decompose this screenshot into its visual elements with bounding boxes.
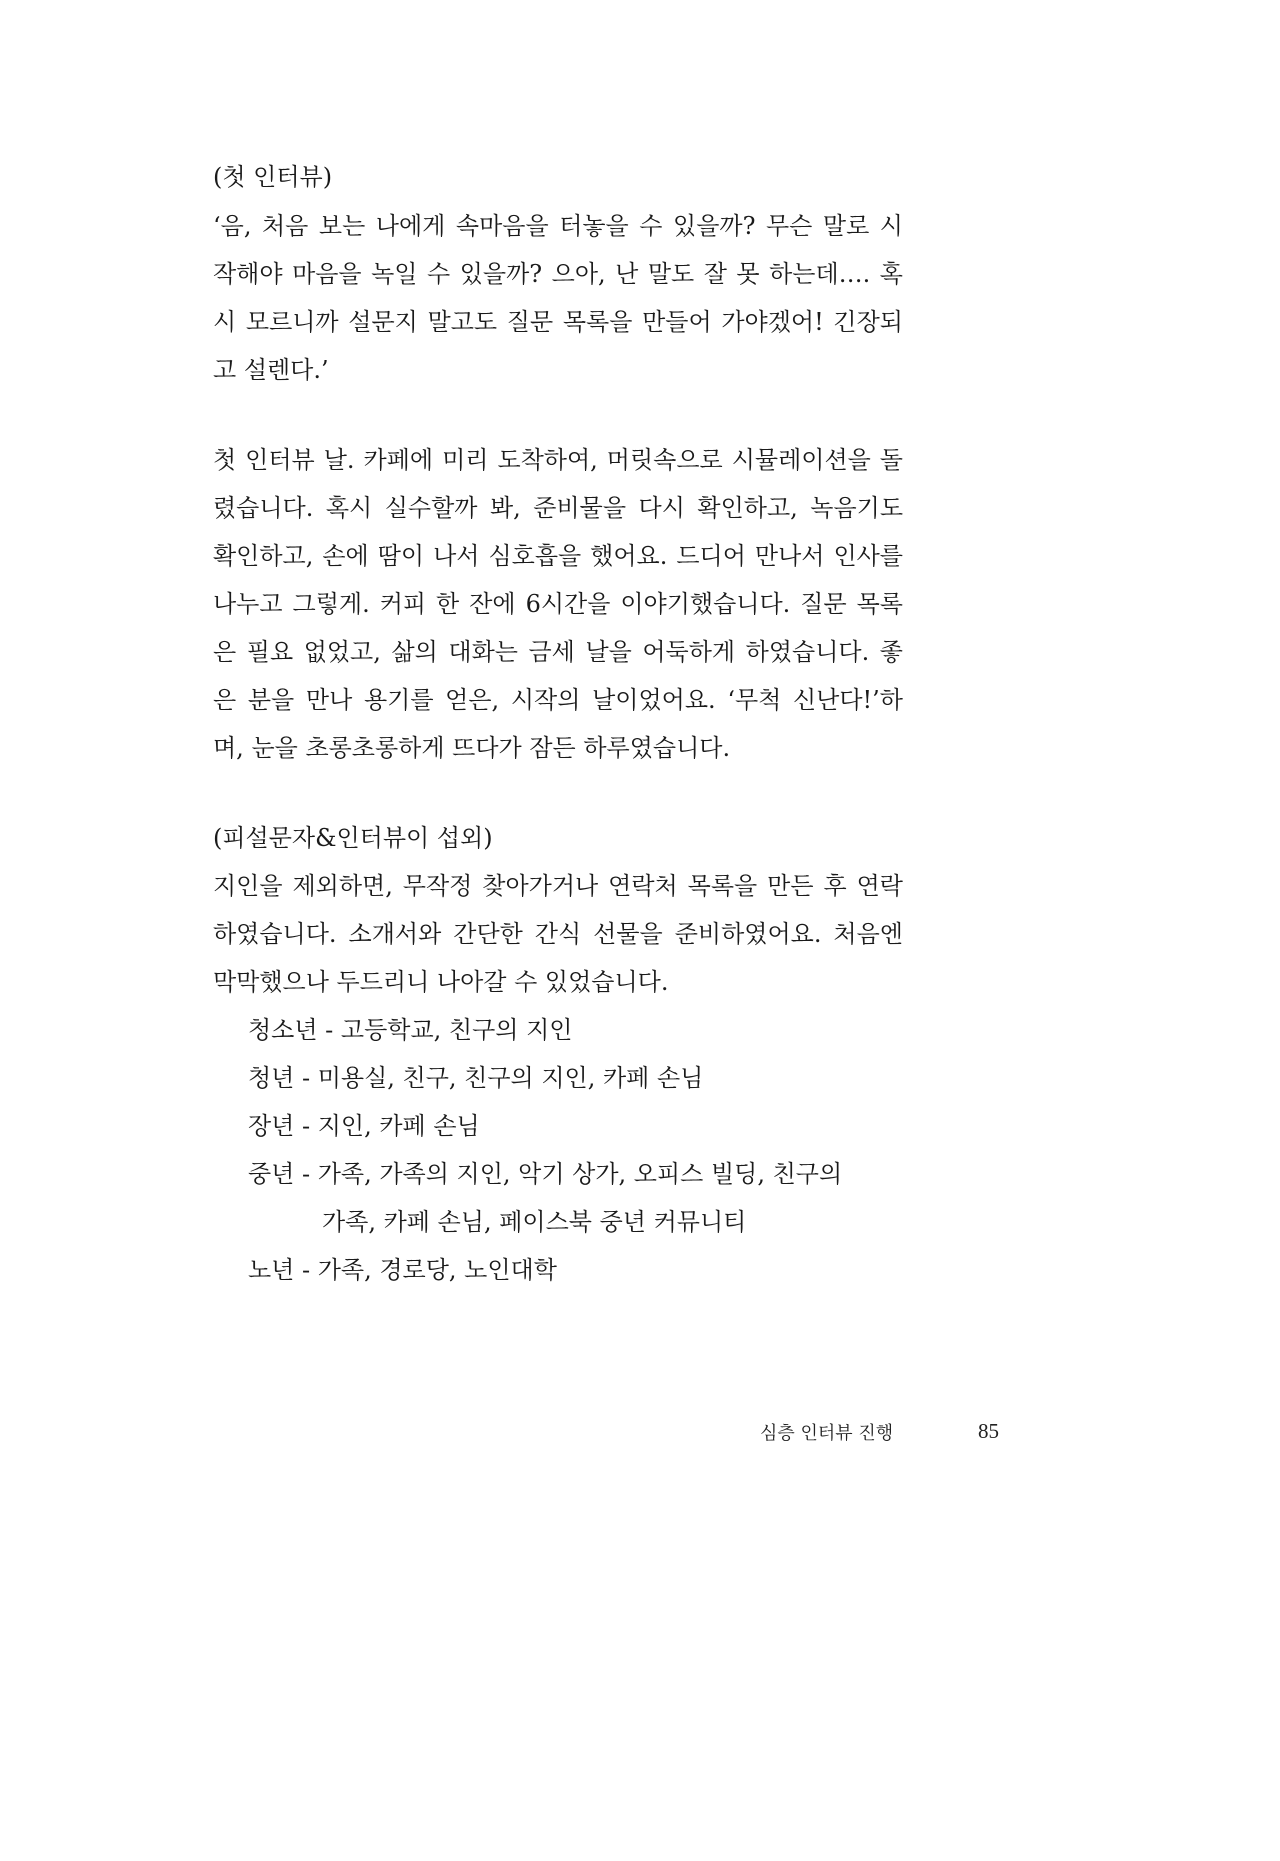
paragraph-line: 막막했으나 두드리니 나아갈 수 있었습니다.	[213, 968, 669, 996]
list-item-elderly: 노년 - 가족, 경로당, 노인대학	[248, 1256, 557, 1284]
paragraph-line: 지인을 제외하면, 무작정 찾아가거나 연락처 목록을 만든 후 연락	[213, 872, 903, 900]
quote-line: ‘음, 처음 보는 나에게 속마음을 터놓을 수 있을까? 무슨 말로 시	[213, 212, 903, 240]
paragraph-line: 첫 인터뷰 날. 카페에 미리 도착하여, 머릿속으로 시뮬레이션을 돌	[213, 446, 903, 474]
paragraph-line: 확인하고, 손에 땀이 나서 심호흡을 했어요. 드디어 만나서 인사를	[213, 542, 903, 570]
list-item-adult: 장년 - 지인, 카페 손님	[248, 1112, 480, 1140]
quote-line: 고 설렌다.’	[213, 356, 329, 384]
page-number: 85	[978, 1419, 999, 1443]
list-item-young-adult: 청년 - 미용실, 친구, 친구의 지인, 카페 손님	[248, 1064, 704, 1092]
section-heading-recruitment: (피설문자&인터뷰이 섭외)	[213, 824, 493, 852]
paragraph-line: 렸습니다. 혹시 실수할까 봐, 준비물을 다시 확인하고, 녹음기도	[213, 494, 903, 522]
paragraph-line: 하였습니다. 소개서와 간단한 간식 선물을 준비하였어요. 처음엔	[213, 920, 903, 948]
paragraph-line: 며, 눈을 초롱초롱하게 뜨다가 잠든 하루였습니다.	[213, 734, 731, 762]
running-title: 심층 인터뷰 진행	[760, 1423, 894, 1444]
quote-line: 시 모르니까 설문지 말고도 질문 목록을 만들어 가야겠어! 긴장되	[213, 308, 903, 336]
quote-line: 작해야 마음을 녹일 수 있을까? 으아, 난 말도 잘 못 하는데…. 혹	[213, 260, 903, 288]
section-heading-first-interview: (첫 인터뷰)	[213, 163, 333, 191]
list-item-middle-aged-continued: 가족, 카페 손님, 페이스북 중년 커뮤니티	[322, 1208, 747, 1236]
paragraph-line: 은 분을 만나 용기를 얻은, 시작의 날이었어요. ‘무척 신난다!’하	[213, 686, 903, 714]
list-item-middle-aged: 중년 - 가족, 가족의 지인, 악기 상가, 오피스 빌딩, 친구의	[248, 1160, 843, 1188]
paragraph-line: 은 필요 없었고, 삶의 대화는 금세 날을 어둑하게 하였습니다. 좋	[213, 638, 903, 666]
list-item-teen: 청소년 - 고등학교, 친구의 지인	[248, 1016, 573, 1044]
paragraph-line: 나누고 그렇게. 커피 한 잔에 6시간을 이야기했습니다. 질문 목록	[213, 590, 903, 618]
